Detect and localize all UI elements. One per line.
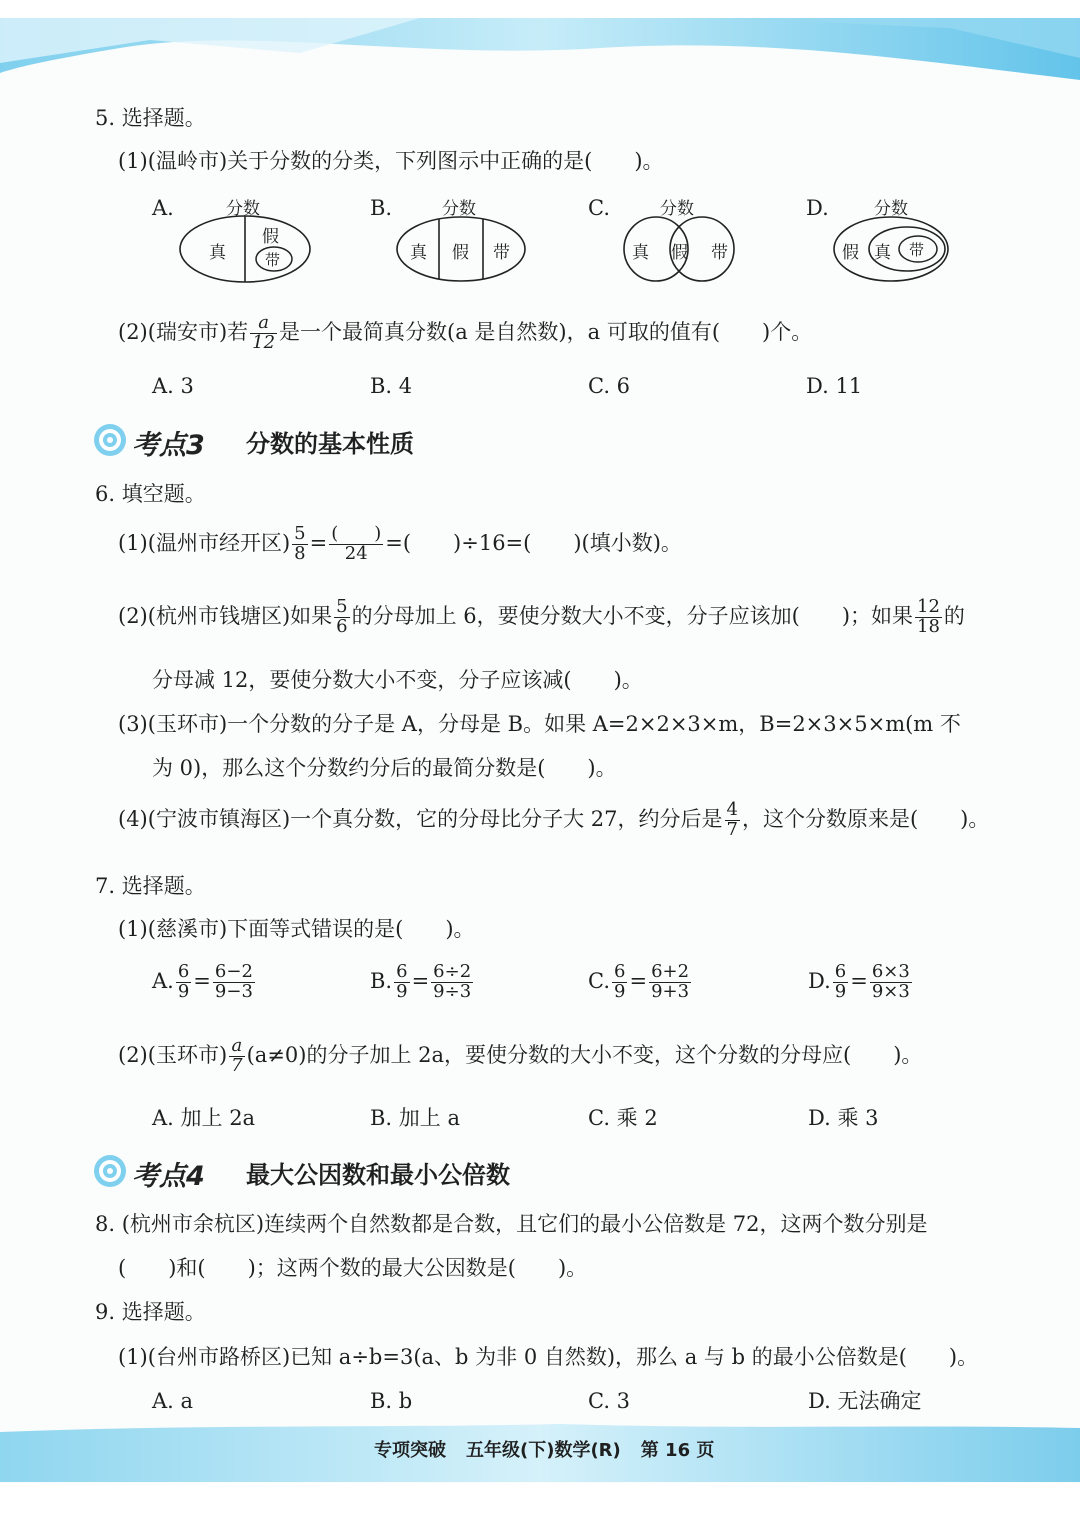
q5-part2-fraction bbox=[250, 314, 277, 353]
venn-b-proper: 真 bbox=[410, 243, 427, 263]
q5-part2-option-d: D. 11 bbox=[806, 374, 863, 398]
q9-option-d: D. 无法确定 bbox=[808, 1389, 922, 1413]
q6-part2-post: 的 bbox=[943, 603, 965, 628]
section3-label: 考点3 bbox=[132, 430, 205, 461]
page-footer bbox=[374, 1436, 734, 1462]
q5-option-d-letter: D. bbox=[806, 196, 829, 220]
q9-part1-text: (1)(台州市路桥区)已知 a÷b=3(a、b 为非 0 自然数)，那么 a 与 b 的最小公倍数是( )。 bbox=[118, 1345, 979, 1369]
venn-d-improper: 假 bbox=[842, 243, 859, 263]
q6-part2-pre: (2)(杭州市钱塘区)如果 bbox=[118, 603, 333, 628]
footer-series: 专项突破 bbox=[374, 1440, 446, 1461]
q9-title: 9. 选择题。 bbox=[95, 1300, 206, 1324]
q5-title: 5. 选择题。 bbox=[95, 106, 206, 130]
q5-part2 bbox=[118, 314, 812, 353]
q7-c-rn: 6+2 bbox=[651, 961, 690, 982]
q7-c-rd: 9+3 bbox=[651, 980, 690, 1002]
q7-option-d-right bbox=[870, 963, 912, 1002]
venn-a-mixed: 带 bbox=[265, 251, 281, 269]
q7-option-b-right bbox=[431, 963, 473, 1002]
venn-c-mixed: 带 bbox=[711, 243, 728, 263]
q6-part2-mid: 的分母加上 6，要使分数大小不变，分子应该加( )；如果 bbox=[351, 603, 914, 628]
venn-d-proper: 真 bbox=[874, 243, 891, 263]
q6-part1-frac1-den: 8 bbox=[294, 542, 306, 564]
q7-option-d: D. $\frac{6}{9}$ = $\frac{6\times 3}{9\times 3}$ bbox=[808, 961, 910, 1002]
q6-part2-line2: 分母减 12，要使分数大小不变，分子应该减( )。 bbox=[152, 668, 643, 692]
q7-b-ln: 6 bbox=[396, 961, 408, 982]
q7-option-a-letter: A. bbox=[152, 968, 174, 993]
venn-c-proper: 真 bbox=[632, 243, 649, 263]
q6-part1-post: =( )÷16=( )(填小数)。 bbox=[385, 530, 682, 555]
venn-diagram-c bbox=[612, 192, 747, 287]
q6-part2-frac2-num: 12 bbox=[917, 596, 940, 617]
q6-part3-line1: (3)(玉环市)一个分数的分子是 A，分母是 B。如果 A=2×2×3×m，B=2×3×5×m(m 不 bbox=[118, 712, 961, 736]
q6-part1-equals: = bbox=[309, 530, 328, 555]
q7-option-c-right bbox=[649, 963, 691, 1002]
q7-part2-option-c: C. 乘 2 bbox=[588, 1106, 658, 1130]
q9-option-c: C. 3 bbox=[588, 1389, 631, 1413]
top-decorative-band bbox=[0, 18, 1080, 88]
q5-option-c-letter: C. bbox=[588, 196, 610, 220]
q5-part1-text: (1)(温岭市)关于分数的分类，下列图示中正确的是( )。 bbox=[118, 149, 664, 173]
footer-grade: 五年级(下)数学(R) bbox=[466, 1440, 621, 1461]
venn-b-improper: 假 bbox=[452, 243, 469, 263]
q7-part2-post: (a≠0)的分子加上 2a，要使分数的大小不变，这个分数的分母应( )。 bbox=[246, 1042, 923, 1067]
q6-part4-frac-den: 7 bbox=[726, 818, 738, 840]
venn-a-proper: 真 bbox=[209, 243, 226, 263]
venn-diagram-a bbox=[178, 192, 313, 287]
footer-page-number: 第 16 页 bbox=[640, 1440, 715, 1461]
q7-option-b-letter: B. bbox=[370, 968, 393, 993]
q6-part2-frac2 bbox=[915, 598, 942, 637]
q6-part1-frac2-num: ( ) bbox=[331, 523, 382, 544]
q6-part1-frac2 bbox=[329, 525, 383, 564]
q5-option-b-letter: B. bbox=[370, 196, 393, 220]
venn-a-shape bbox=[178, 214, 313, 286]
q7-a-ld: 9 bbox=[177, 980, 190, 1002]
q6-part2-frac1 bbox=[334, 598, 349, 637]
q6-part2-frac2-den: 18 bbox=[917, 615, 940, 637]
q7-option-b-left bbox=[394, 963, 409, 1002]
q6-part2-frac1-num: 5 bbox=[336, 596, 348, 617]
q7-part2-pre: (2)(玉环市) bbox=[118, 1042, 228, 1067]
q7-a-ln: 6 bbox=[177, 961, 190, 982]
section3-title: 分数的基本性质 bbox=[246, 430, 414, 458]
q7-part2 bbox=[118, 1037, 922, 1076]
q5-part2-frac-den: 12 bbox=[252, 331, 276, 353]
q7-part2-frac-num: a bbox=[229, 1037, 244, 1057]
q5-part2-pre: (2)(瑞安市)若 bbox=[118, 319, 249, 344]
venn-d-set-label: 分数 bbox=[874, 199, 908, 219]
q7-d-ld: 9 bbox=[834, 980, 847, 1002]
q5-part2-frac-num: a bbox=[250, 314, 277, 334]
q8-line2: ( )和( )；这两个数的最大公因数是( )。 bbox=[118, 1256, 588, 1280]
target-icon bbox=[93, 1154, 127, 1188]
q6-part3-line2: 为 0)，那么这个分数约分后的最简分数是( )。 bbox=[152, 756, 617, 780]
venn-a-improper: 假 bbox=[262, 227, 279, 247]
q7-a-rd: 9−3 bbox=[214, 980, 253, 1002]
q7-option-a: A. $\frac{6}{9}$ = $\frac{6-2}{9-3}$ bbox=[152, 961, 253, 1002]
q6-part1-pre: (1)(温州市经开区) bbox=[118, 530, 291, 555]
q7-part2-frac bbox=[229, 1037, 244, 1076]
q7-part2-option-d: D. 乘 3 bbox=[808, 1106, 879, 1130]
q9-option-a: A. a bbox=[152, 1389, 194, 1413]
q6-part4-pre: (4)(宁波市镇海区)一个真分数，它的分母比分子大 27，约分后是 bbox=[118, 806, 723, 831]
q7-option-d-letter: D. bbox=[808, 968, 831, 993]
venn-diagram-b bbox=[394, 192, 529, 287]
q7-part2-option-b: B. 加上 a bbox=[370, 1106, 460, 1130]
q5-option-a-letter: A. bbox=[152, 196, 174, 220]
venn-b-set-label: 分数 bbox=[442, 199, 476, 219]
q7-part2-frac-den: 7 bbox=[231, 1054, 243, 1076]
q7-d-ln: 6 bbox=[834, 961, 847, 982]
q8-line1: 8. (杭州市余杭区)连续两个自然数都是合数，且它们的最小公倍数是 72，这两个数分别是 bbox=[95, 1212, 928, 1236]
q7-option-c-left bbox=[612, 963, 627, 1002]
q7-option-b: B. $\frac{6}{9}$ = $\frac{6\div 2}{9\div 3}$ bbox=[370, 961, 472, 1002]
venn-diagram-d bbox=[832, 192, 967, 287]
q6-part1-frac1 bbox=[292, 525, 307, 564]
q6-part2-frac1-den: 6 bbox=[336, 615, 348, 637]
venn-b-mixed: 带 bbox=[493, 243, 510, 263]
section4-label: 考点4 bbox=[132, 1161, 205, 1192]
venn-a-set-label: 分数 bbox=[226, 199, 260, 219]
q5-part2-option-b: B. 4 bbox=[370, 374, 413, 398]
q7-b-rn: 6÷2 bbox=[433, 961, 472, 982]
q7-c-ld: 9 bbox=[614, 980, 626, 1002]
q7-option-d-left bbox=[833, 963, 848, 1002]
q7-option-c-letter: C. bbox=[588, 968, 610, 993]
q9-option-b: B. b bbox=[370, 1389, 413, 1413]
q7-c-ln: 6 bbox=[614, 961, 626, 982]
q5-part2-option-c: C. 6 bbox=[588, 374, 631, 398]
q6-part1-frac2-den: 24 bbox=[344, 542, 368, 564]
q6-part4-post: ，这个分数原来是( )。 bbox=[741, 806, 990, 831]
q7-a-rn: 6−2 bbox=[214, 961, 253, 982]
target-icon bbox=[93, 423, 127, 457]
q5-part2-option-a: A. 3 bbox=[152, 374, 194, 398]
venn-d-mixed: 带 bbox=[909, 241, 925, 259]
q6-part1-frac1-num: 5 bbox=[294, 523, 306, 544]
q6-title: 6. 填空题。 bbox=[95, 482, 206, 506]
q6-part4 bbox=[118, 801, 989, 840]
q6-part4-frac bbox=[725, 801, 740, 840]
q7-d-rd: 9×3 bbox=[871, 980, 910, 1002]
q6-part2-line1 bbox=[118, 598, 965, 637]
q6-part1 bbox=[118, 525, 682, 564]
q7-option-a-left bbox=[176, 963, 191, 1002]
q6-part4-frac-num: 4 bbox=[726, 799, 738, 820]
q7-title: 7. 选择题。 bbox=[95, 874, 206, 898]
q7-d-rn: 6×3 bbox=[871, 961, 910, 982]
venn-c-set-label: 分数 bbox=[660, 199, 694, 219]
q7-b-rd: 9÷3 bbox=[433, 980, 472, 1002]
q7-option-c: C. $\frac{6}{9}$ = $\frac{6+2}{9+3}$ bbox=[588, 961, 690, 1002]
venn-c-improper: 假 bbox=[671, 243, 688, 263]
q7-b-ld: 9 bbox=[396, 980, 408, 1002]
section4-title: 最大公因数和最小公倍数 bbox=[246, 1161, 510, 1189]
q7-option-a-right bbox=[213, 963, 255, 1002]
q7-part2-option-a: A. 加上 2a bbox=[152, 1106, 256, 1130]
q5-part2-post: 是一个最简真分数(a 是自然数)，a 可取的值有( )个。 bbox=[279, 319, 813, 344]
q7-part1-text: (1)(慈溪市)下面等式错误的是( )。 bbox=[118, 917, 475, 941]
